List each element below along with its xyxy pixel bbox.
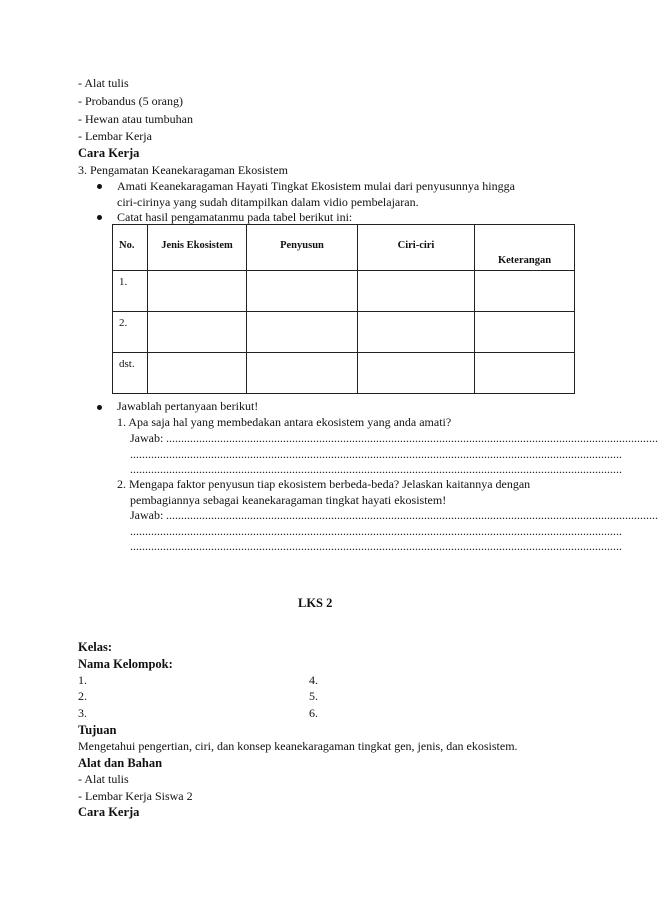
answer-label: Jawab:	[130, 431, 164, 445]
material-item: - Alat tulis	[78, 772, 129, 786]
table-cell[interactable]	[475, 271, 575, 312]
answer-line[interactable]: ....................................................................................................................................................................	[130, 539, 622, 553]
answer-label: Jawab:	[130, 508, 164, 522]
bullet-text: Catat hasil pengamatanmu pada tabel berikut ini:	[117, 210, 353, 224]
table-row	[113, 312, 575, 353]
table-row	[113, 271, 575, 312]
bullet-icon	[97, 184, 102, 189]
question-1: 1. Apa saja hal yang membedakan antara ekosistem yang anda amati?	[117, 415, 452, 429]
kelas-label: Kelas:	[78, 640, 113, 654]
table-row	[113, 353, 575, 394]
answer-line[interactable]: ....................................................................................................................................................................	[130, 447, 622, 461]
section-heading-cara-kerja: Cara Kerja	[78, 805, 140, 819]
answer-line[interactable]: ....................................................................................................................................................................	[130, 462, 622, 476]
bullet-text: Amati Keanekaragaman Hayati Tingkat Ekosistem mulai dari penyusunnya hingga	[117, 179, 515, 193]
table-cell[interactable]	[358, 312, 475, 353]
bullet-text: Jawablah pertanyaan berikut!	[117, 399, 259, 413]
material-item: - Probandus (5 orang)	[78, 94, 183, 108]
member-number: 3.	[78, 706, 87, 720]
member-number: 6.	[309, 706, 318, 720]
table-header-row	[113, 225, 575, 271]
column-header: Ciri-ciri	[358, 225, 475, 271]
column-header: Penyusun	[247, 225, 358, 271]
material-item: - Hewan atau tumbuhan	[78, 112, 193, 126]
member-number: 4.	[309, 673, 318, 687]
bullet-icon	[97, 405, 102, 410]
material-item: - Lembar Kerja	[78, 129, 152, 143]
table-cell[interactable]	[475, 353, 575, 394]
answer-line[interactable]: ....................................................................................................................................................................	[130, 524, 622, 538]
step-3-title: 3. Pengamatan Keanekaragaman Ekosistem	[78, 163, 288, 177]
tujuan-text: Mengetahui pengertian, ciri, dan konsep keanekaragaman tingkat gen, jenis, dan ekosistem.	[78, 739, 518, 753]
question-2-cont: pembagiannya sebagai keanekaragaman tingkat hayati ekosistem!	[130, 493, 447, 507]
table-cell: 2.	[113, 312, 148, 353]
table-cell: 1.	[113, 271, 148, 312]
answer-line[interactable]: ....................................................................................................................................................................	[166, 431, 658, 445]
answer-line[interactable]: ....................................................................................................................................................................	[166, 508, 658, 522]
member-number: 5.	[309, 689, 318, 703]
table-cell[interactable]	[358, 353, 475, 394]
worksheet-title: LKS 2	[298, 596, 333, 610]
table-cell[interactable]	[475, 312, 575, 353]
column-header: No.	[113, 225, 148, 271]
bullet-icon	[97, 215, 102, 220]
table-cell: dst.	[113, 353, 148, 394]
table-cell[interactable]	[247, 312, 358, 353]
question-2: 2. Mengapa faktor penyusun tiap ekosistem berbeda-beda? Jelaskan kaitannya dengan	[117, 477, 531, 491]
table-cell[interactable]	[247, 271, 358, 312]
section-heading-cara-kerja: Cara Kerja	[78, 146, 140, 160]
column-header: Jenis Ekosistem	[148, 225, 247, 271]
table-cell[interactable]	[358, 271, 475, 312]
member-number: 1.	[78, 673, 87, 687]
tujuan-heading: Tujuan	[78, 723, 117, 737]
bullet-text: ciri-cirinya yang sudah ditampilkan dalam vidio pembelajaran.	[117, 195, 419, 209]
table-cell[interactable]	[148, 271, 247, 312]
nama-kelompok-label: Nama Kelompok:	[78, 657, 173, 671]
member-number: 2.	[78, 689, 87, 703]
material-item: - Lembar Kerja Siswa 2	[78, 789, 193, 803]
table-cell[interactable]	[247, 353, 358, 394]
column-header: Keterangan	[475, 225, 575, 271]
alat-bahan-heading: Alat dan Bahan	[78, 756, 163, 770]
material-item: - Alat tulis	[78, 76, 129, 90]
table-cell[interactable]	[148, 312, 247, 353]
table-cell[interactable]	[148, 353, 247, 394]
observation-table	[112, 224, 575, 394]
